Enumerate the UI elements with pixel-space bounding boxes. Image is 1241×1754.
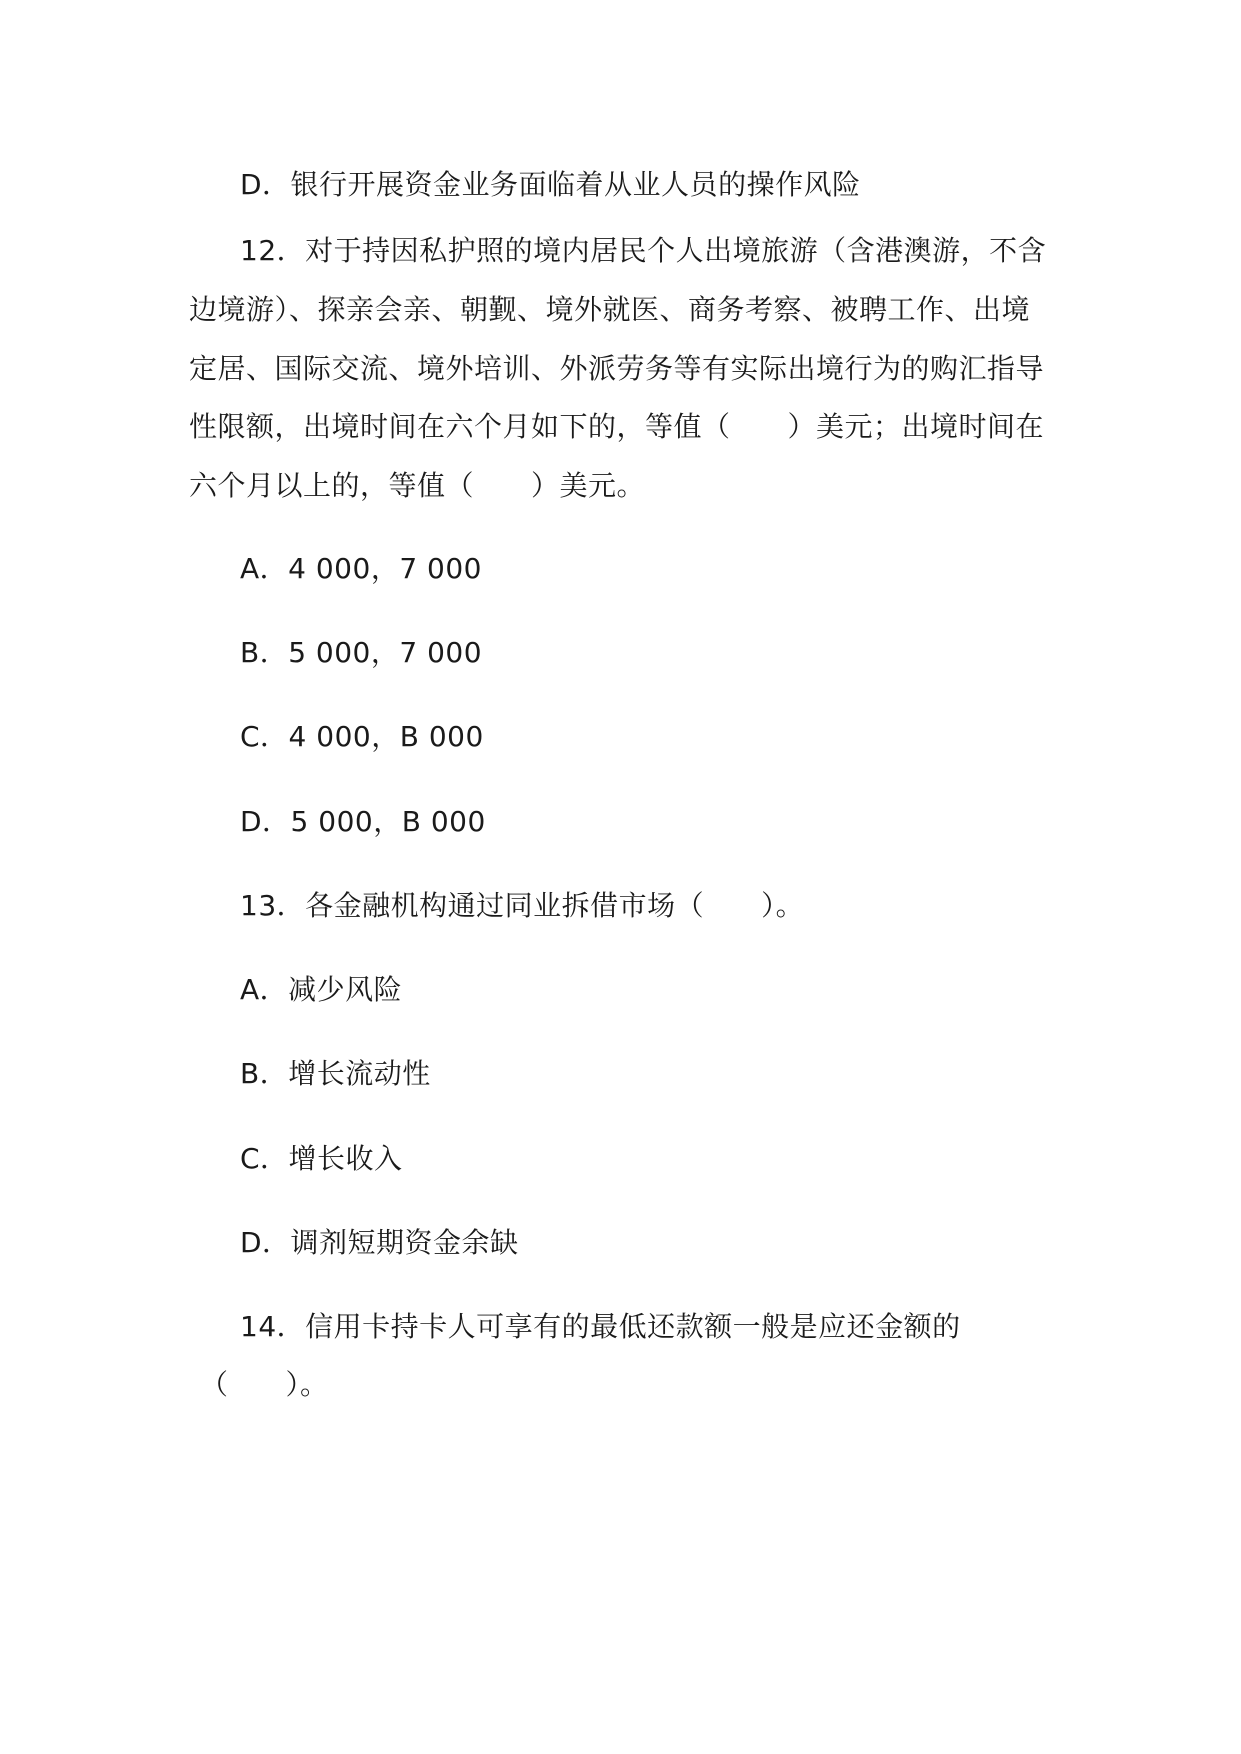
prev-question-option-d: D．银行开展资金业务面临着从业人员的操作风险 — [240, 168, 861, 201]
q12-stem-line-3: 定居、国际交流、境外培训、外派劳务等有实际出境行为的购汇指导 — [189, 352, 1045, 385]
q13-option-a: A．减少风险 — [240, 973, 403, 1006]
q13-stem: 13．各金融机构通过同业拆借市场（ ）。 — [240, 889, 805, 922]
q14-stem-line-1: 14．信用卡持卡人可享有的最低还款额一般是应还金额的 — [240, 1310, 961, 1343]
q13-option-c: C．增长收入 — [240, 1142, 403, 1175]
q12-option-a: A．4 000，7 000 — [240, 552, 482, 585]
q12-option-d: D．5 000，B 000 — [240, 805, 486, 838]
q12-option-c: C．4 000，B 000 — [240, 720, 484, 753]
q13-option-d: D．调剂短期资金余缺 — [240, 1226, 519, 1259]
q12-stem-line-2: 边境游）、探亲会亲、朝觐、境外就医、商务考察、被聘工作、出境 — [189, 293, 1031, 326]
q14-stem-line-2: （ ）。 — [200, 1368, 329, 1401]
q12-stem-line-4: 性限额，出境时间在六个月如下的，等值（ ）美元；出境时间在 — [189, 410, 1045, 443]
q12-stem-line-5: 六个月以上的，等值（ ）美元。 — [189, 469, 646, 502]
q12-option-b: B．5 000，7 000 — [240, 636, 483, 669]
q12-stem-line-1: 12．对于持因私护照的境内居民个人出境旅游（含港澳游，不含 — [240, 234, 1047, 267]
q13-option-b: B．增长流动性 — [240, 1057, 431, 1090]
